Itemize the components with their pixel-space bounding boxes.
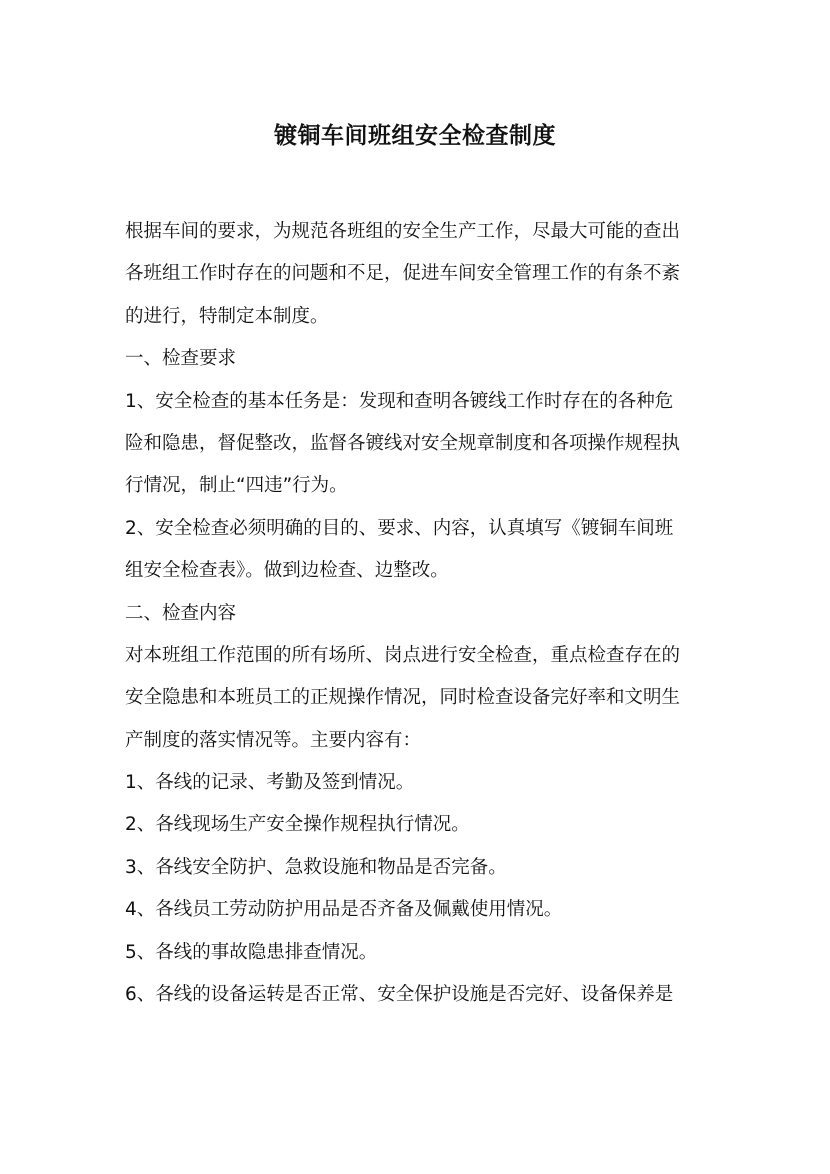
- document-title: 镀铜车间班组安全检查制度: [274, 123, 556, 149]
- list-item: 4、各线员工劳动防护用品是否齐备及佩戴使用情况。: [125, 899, 563, 921]
- paragraph-line: 的进行，特制定本制度。: [125, 305, 329, 327]
- paragraph-line: 1、安全检查的基本任务是：发现和查明各镀线工作时存在的各种危: [125, 390, 674, 412]
- paragraph-line: 组安全检查表》。做到边检查、边整改。: [125, 560, 449, 582]
- paragraph-line: 各班组工作时存在的问题和不足，促进车间安全管理工作的有条不紊: [125, 263, 681, 285]
- list-item: 2、各线现场生产安全操作规程执行情况。: [125, 814, 470, 836]
- section-heading: 一、检查要求: [125, 348, 237, 370]
- list-item: 5、各线的事故隐患排查情况。: [125, 941, 378, 963]
- paragraph-line: 险和隐患，督促整改，监督各镀线对安全规章制度和各项操作规程执: [125, 432, 681, 454]
- paragraph-line: 2、安全检查必须明确的目的、要求、内容，认真填写《镀铜车间班: [125, 517, 674, 539]
- paragraph-line: 根据车间的要求，为规范各班组的安全生产工作，尽最大可能的查出: [125, 221, 681, 242]
- list-item: 3、各线安全防护、急救设施和物品是否完备。: [125, 856, 507, 878]
- paragraph-line: 产制度的落实情况等。主要内容有：: [125, 729, 422, 751]
- document-body: [125, 211, 710, 1016]
- list-item: 6、各线的设备运转是否正常、安全保护设施是否完好、设备保养是: [125, 984, 674, 1006]
- paragraph-line: 对本班组工作范围的所有场所、岗点进行安全检查，重点检查存在的: [125, 644, 681, 666]
- section-heading: 二、检查内容: [125, 602, 237, 624]
- paragraph-line: 安全隐患和本班员工的正规操作情况，同时检查设备完好率和文明生: [125, 687, 681, 709]
- paragraph-line: 行情况，制止“四违”行为。: [125, 475, 348, 497]
- list-item: 1、各线的记录、考勤及签到情况。: [125, 772, 415, 794]
